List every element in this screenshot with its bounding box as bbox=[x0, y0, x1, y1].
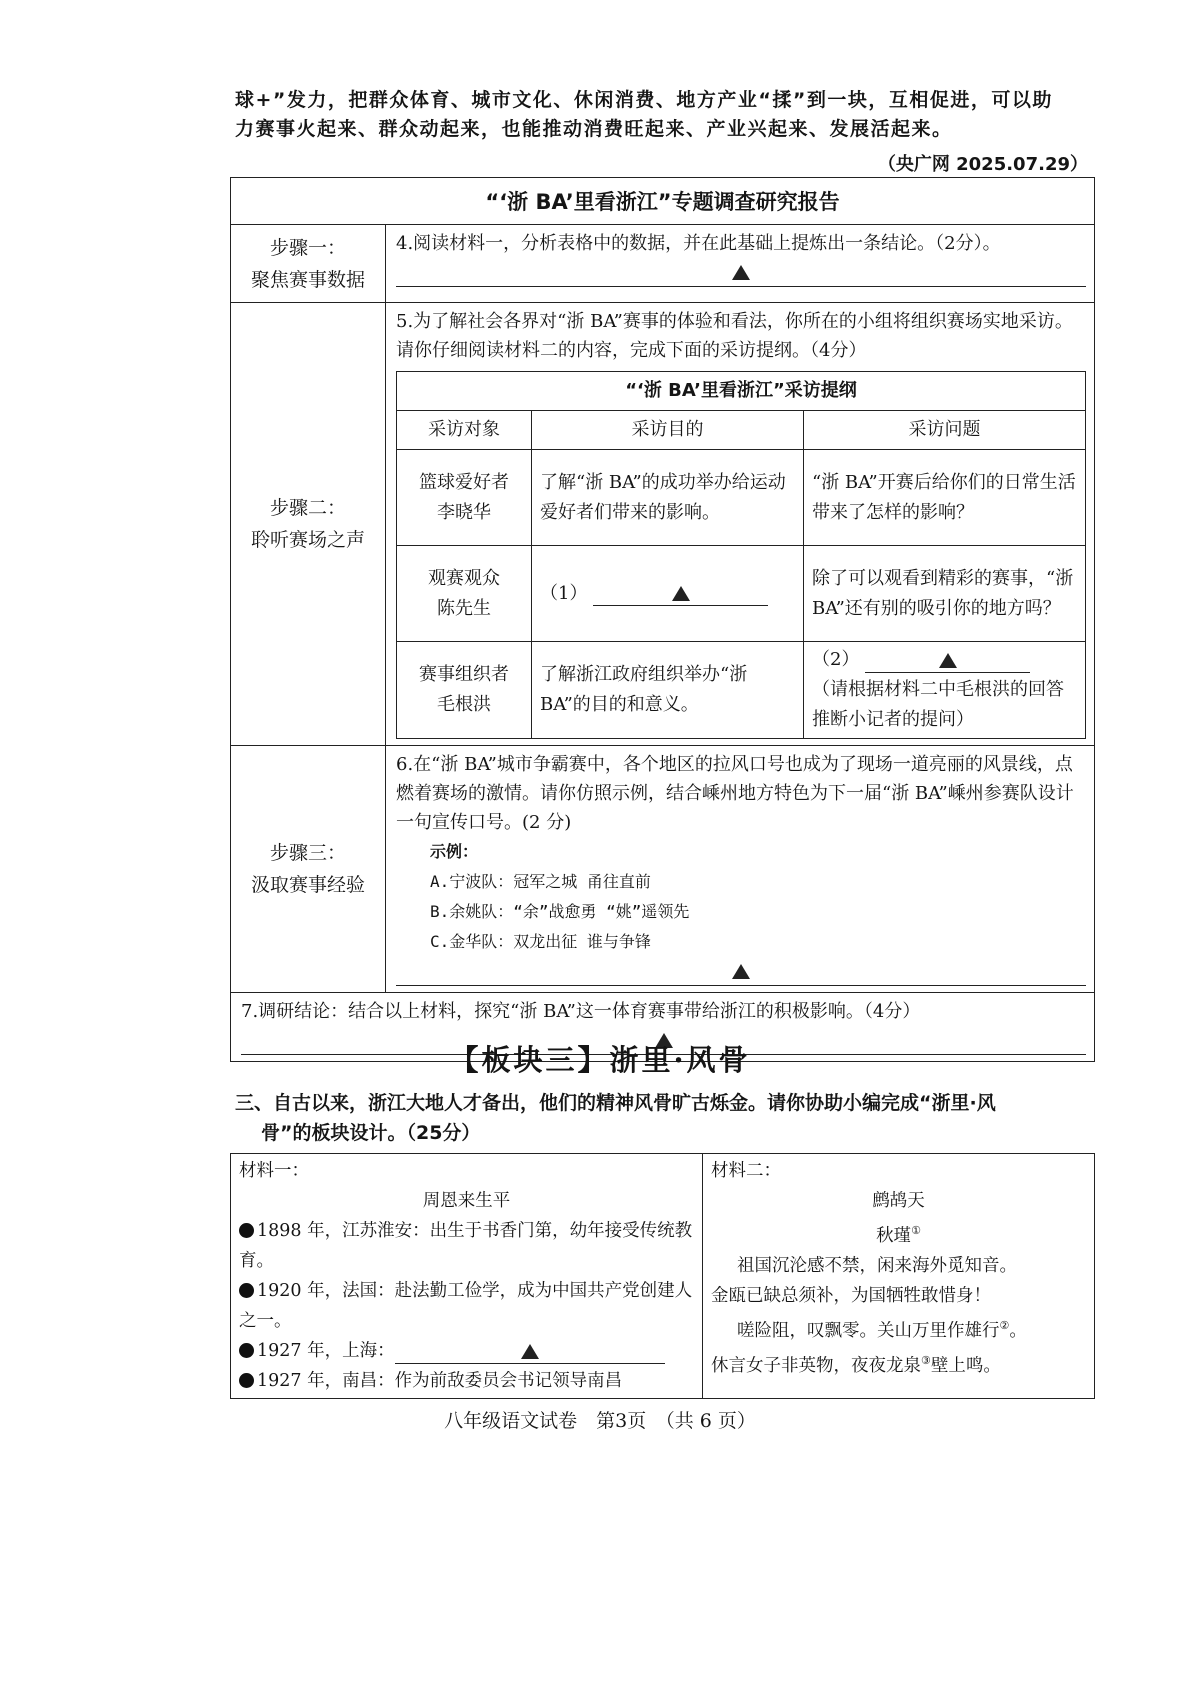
triangle-icon bbox=[672, 586, 690, 601]
answer-blank-1[interactable] bbox=[593, 581, 768, 606]
interviewee-cell: 赛事组织者 毛根洪 bbox=[397, 642, 532, 739]
question-4: 4.阅读材料一，分析表格中的数据，并在此基础上提炼出一条结论。（2分）。 bbox=[386, 225, 1095, 303]
blank-number: （1） bbox=[540, 582, 588, 604]
example-item: A.宁波队：冠军之城 甬往直前 bbox=[430, 872, 651, 891]
question-cell: 除了可以观看到精彩的赛事，“浙 BA”还有别的吸引你的地方吗？ bbox=[804, 546, 1086, 642]
intro-line: 球+”发力，把群众体育、城市文化、休闲消费、地方产业“揉”到一块，互相促进，可以助 bbox=[235, 89, 1053, 111]
materials-table bbox=[230, 1153, 1095, 1399]
outline-title: “‘浙 BA’里看浙江”采访提纲 bbox=[397, 372, 1086, 411]
header-purpose: 采访目的 bbox=[532, 411, 804, 450]
poem-author: 秋瑾① bbox=[876, 1224, 921, 1246]
intro-line: 力赛事火起来、群众动起来，也能推动消费旺起来、产业兴起来、发展活起来。 bbox=[235, 118, 953, 140]
answer-line-q6[interactable] bbox=[396, 959, 1086, 986]
poem-title: 鹧鸪天 bbox=[872, 1191, 925, 1211]
step-2-label: 步骤二： 聆听赛场之声 bbox=[231, 303, 386, 746]
bullet-icon bbox=[239, 1343, 254, 1358]
source-citation: （央广网 2025.07.29） bbox=[877, 154, 1088, 175]
material-1-label: 材料一： bbox=[239, 1161, 309, 1181]
research-report-table bbox=[230, 177, 1095, 1062]
header-question: 采访问题 bbox=[804, 411, 1086, 450]
purpose-blank-cell bbox=[532, 546, 804, 642]
bullet-icon bbox=[239, 1283, 254, 1298]
question-5: 5.为了解社会各界对“浙 BA”赛事的体验和看法，你所在的小组将组织赛场实地采访。请你仔细阅读材料二的内容，完成下面的采访提纲。（4分） “‘浙 BA’里看浙江”采访提纲 采访对象 采访目的 采访问题 篮球爱好者 李晓华 了解“浙 BA”的成功举办给运动爱好者们带来的影响。 “浙 BA”开赛后给你们的日常生活带来了怎样的影响？ 观赛观众 陈先生 （1） 除了可以观看到精彩的赛事，“浙 BA”还有别的吸引你的地方吗？ 赛事组织者 毛根洪 了解浙江政府组织举办“浙 BA”的目的和意义。 （2） （请根据材料二中毛根洪的回答推断小记者的提问） bbox=[386, 303, 1095, 746]
triangle-icon bbox=[939, 653, 957, 668]
poem-line: 休言女子非英物，夜夜龙泉③壁上鸣。 bbox=[711, 1353, 1001, 1376]
triangle-icon bbox=[732, 964, 750, 979]
poem-line: 金瓯已缺总须补，为国牺牲敢惜身！ bbox=[711, 1285, 991, 1306]
interviewee-cell: 篮球爱好者 李晓华 bbox=[397, 450, 532, 546]
timeline-item: 1920 年，法国：赴法勤工俭学，成为中国共产党创建人之一。 bbox=[239, 1281, 693, 1331]
question-3: 三、自古以来，浙江大地人才备出，他们的精神风骨旷古烁金。请你协助小编完成“浙里·风 骨”的板块设计。（25分） bbox=[235, 1092, 996, 1144]
example-item: B.余姚队：“余”战愈勇 “姚”遥领先 bbox=[430, 902, 690, 921]
question-7: 7.调研结论：结合以上材料，探究“浙 BA”这一体育赛事带给浙江的积极影响。（4分） bbox=[231, 993, 1095, 1062]
question-blank-cell bbox=[804, 642, 1086, 739]
page-footer: 八年级语文试卷 第3页 （共 6 页） bbox=[444, 1410, 756, 1432]
interviewee-cell: 观赛观众 陈先生 bbox=[397, 546, 532, 642]
step-3-label: 步骤三： 汲取赛事经验 bbox=[231, 746, 386, 993]
timeline-item: 1927 年，上海： bbox=[239, 1336, 694, 1366]
timeline-item: 1927 年，南昌：作为前敌委员会书记领导南昌 bbox=[239, 1366, 694, 1396]
answer-line-q4[interactable] bbox=[396, 260, 1086, 287]
triangle-icon bbox=[521, 1344, 539, 1359]
purpose-cell: 了解浙江政府组织举办“浙 BA”的目的和意义。 bbox=[532, 642, 804, 739]
poem-line: 祖国沉沦感不禁，闲来海外觅知音。 bbox=[737, 1255, 1017, 1276]
blank-number: （2） bbox=[812, 649, 860, 670]
section-title: 【板块三】浙里·风骨 bbox=[449, 1043, 751, 1077]
step-1-label: 步骤一： 聚焦赛事数据 bbox=[231, 225, 386, 303]
answer-blank-timeline[interactable] bbox=[395, 1339, 665, 1364]
bullet-icon bbox=[239, 1373, 254, 1388]
material-2-label: 材料二： bbox=[711, 1161, 781, 1181]
interview-outline-table bbox=[396, 371, 1086, 739]
header-interviewee: 采访对象 bbox=[397, 411, 532, 450]
bullet-icon bbox=[239, 1223, 254, 1238]
example-label: 示例： bbox=[430, 842, 479, 861]
material-1 bbox=[231, 1154, 703, 1399]
purpose-cell: 了解“浙 BA”的成功举办给运动爱好者们带来的影响。 bbox=[532, 450, 804, 546]
example-item: C.金华队：双龙出征 谁与争锋 bbox=[430, 932, 651, 951]
intro-paragraph bbox=[235, 86, 1095, 144]
answer-blank-2[interactable] bbox=[865, 648, 1030, 673]
question-cell: “浙 BA”开赛后给你们的日常生活带来了怎样的影响？ bbox=[804, 450, 1086, 546]
triangle-icon bbox=[732, 265, 750, 280]
timeline-item: 1898 年，江苏淮安：出生于书香门第，幼年接受传统教育。 bbox=[239, 1221, 693, 1271]
question-6: 6.在“浙 BA”城市争霸赛中，各个地区的拉风口号也成为了现场一道亮丽的风景线，点燃着赛场的激情。请你仿照示例，结合嵊州地方特色为下一届“浙 BA”嵊州参赛队设计一句宣传口号。(2 分) 示例： A.宁波队：冠军之城 甬往直前 B.余姚队：“余”战愈勇 “姚”遥领先 C.金华队：双龙出征 谁与争锋 bbox=[386, 746, 1095, 993]
report-title: “‘浙 BA’里看浙江”专题调查研究报告 bbox=[231, 178, 1095, 225]
material-1-title: 周恩来生平 bbox=[422, 1191, 511, 1211]
poem-line: 嗟险阻，叹飘零。关山万里作雄行②。 bbox=[737, 1318, 1027, 1341]
question-note: （请根据材料二中毛根洪的回答推断小记者的提问） bbox=[812, 679, 1064, 730]
material-2 bbox=[703, 1154, 1095, 1399]
